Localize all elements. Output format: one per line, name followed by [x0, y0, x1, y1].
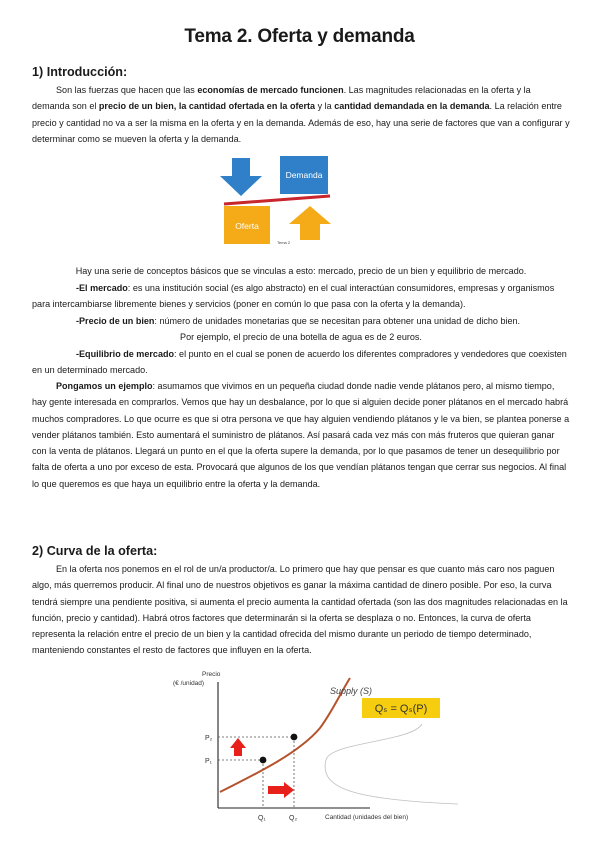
supply-function-formula: Qₛ = Qₛ(P): [374, 703, 428, 715]
point-p1-q1: [260, 757, 267, 764]
figure-caption: Tema 2: [277, 240, 291, 245]
q1-label: Q₁: [258, 815, 266, 822]
equilibrio-definition: -Equilibrio de mercado: el punto en el cual se ponen de acuerdo los diferentes compradores y vendedores que coexisten en un determinado mercado.: [32, 349, 567, 376]
p2-label: P₂: [205, 735, 213, 742]
price-up-arrow-icon: [230, 738, 246, 756]
equilibrium-line: [224, 196, 330, 204]
ejemplo-paragraph: Pongamos un ejemplo: asumamos que vivimos en un pequeña ciudad donde nadie vende plátanos pero, al mismo tiempo, hay gente interesada en comprarlos. Vemos que hay un desbalance, por lo que si alguien decide poner plátanos en el mercado habrá muchos compradores. Lo que ocurre es que si otra persona ve que hay alguien vendiendo plátanos y le va bien, se plantea ponerse a vender plátanos también. Esto aumentará el suministro de plátanos. Así pasará cada vez más con más fruteros que quieran ganar con la venta de plátanos. Llegará un punto en el que la oferta supere la demanda, por lo que pasamos de tener un desequilibrio por falta de oferta a uno por exceso de esta. Provocará que algunos de los que vendían plátanos tengan que cerrar sus negocios. Al final lo que queremos es que haya un equilibrio entre la oferta y la demanda.: [32, 381, 570, 489]
point-p2-q2: [291, 734, 298, 741]
precio-example: Por ejemplo, el precio de una botella de agua es de 2 euros.: [180, 332, 422, 342]
q2-label: Q₂: [289, 815, 298, 822]
precio-definition: -Precio de un bien: número de unidades monetarias que se necesitan para obtener una unidad de dicho bien.: [76, 316, 521, 326]
intro-paragraph: Son las fuerzas que hacen que las economías de mercado funcionen. Las magnitudes relacionadas en la oferta y la demanda son el precio de un bien, la cantidad ofertada en la oferta y la cantidad demandada en la demanda. La relación entre precio y cantidad no va a ser la misma en la oferta y en la demanda. Además de eso, hay una serie de factores que van a configurar y determinar como se mueven la oferta y la demanda.: [32, 85, 570, 144]
supply-curve-chart: [160, 668, 460, 828]
quantity-right-arrow-icon: [268, 782, 294, 798]
supply-demand-illustration: [210, 152, 350, 252]
mercado-definition: -El mercado: es una institución social (es algo abstracto) en el cual interactúan consumidores, empresas y organismos para intercambiarse libremente bienes y servicios (poner en común lo que pasa con la oferta y la demanda).: [32, 283, 555, 310]
concepts-intro: Hay una serie de conceptos básicos que se vinculas a esto: mercado, precio de un bien y equilibrio de mercado.: [75, 266, 527, 276]
page-title: Tema 2. Oferta y demanda: [184, 26, 415, 47]
supply-label: Oferta: [235, 221, 259, 231]
y-axis-label-1: Precio: [202, 671, 221, 678]
demand-label: Demanda: [285, 170, 323, 180]
up-arrow-icon: [289, 206, 331, 240]
y-axis-label-2: (€ /unidad): [173, 680, 205, 687]
curva-oferta-paragraph: En la oferta nos ponemos en el rol de un/a productor/a. Lo primero que hay que pensar es que cuanto más caro nos paguen algo, más querremos producir. Al final uno de nuestros objetivos es ganar la máxima cantidad de dinero posible. Por eso, la curva tendrá siempre una pendiente positiva, si aumenta el precio aumenta la cantidad ofertada (son las dos magnitudes relacionadas en la función, precio y cantidad). Habrá otros factores que determinarán si la oferta se desplaza o no. Entonces, la curva de oferta representa la relación entre el precio de un bien y la cantidad ofrecida del mismo durante un periodo de tiempo determinado, manteniendo constantes el resto de factores que influyen en la oferta.: [32, 564, 568, 656]
bracket-line: [325, 724, 458, 804]
section-2-heading: 2) Curva de la oferta:: [32, 544, 158, 558]
down-arrow-icon: [220, 158, 262, 196]
supply-curve-label: Supply (S): [330, 686, 373, 696]
x-axis-label: Cantidad (unidades del bien): [325, 814, 409, 821]
section-1-heading: 1) Introducción:: [32, 65, 128, 79]
p1-label: P₁: [205, 758, 213, 765]
